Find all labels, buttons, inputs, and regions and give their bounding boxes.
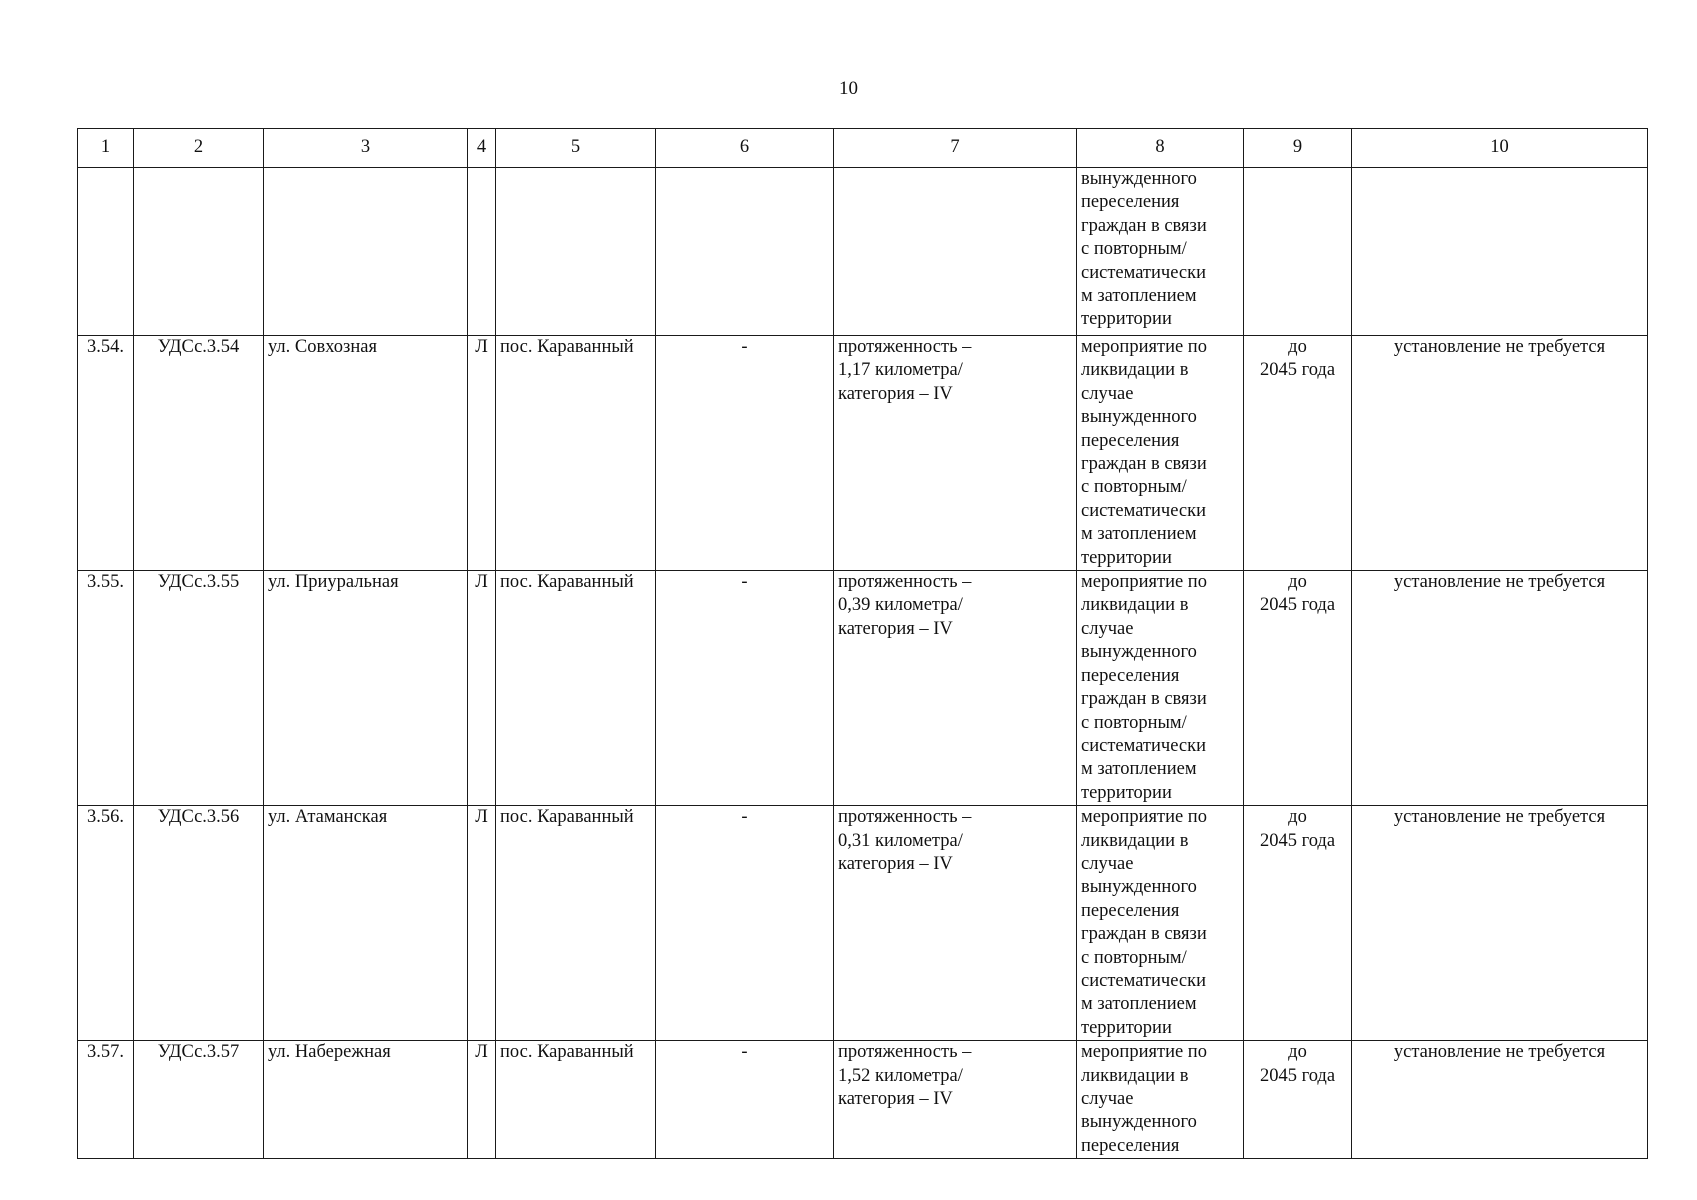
cell-empty [496,168,656,336]
cell-col6: - [656,806,834,1041]
cell-empty [134,168,264,336]
cell-characteristics: протяженность – 0,31 километра/ категория – IV [834,806,1077,1041]
cell-col6: - [656,336,834,571]
cell-location: пос. Караванный [496,1041,656,1159]
page-number: 10 [839,78,858,99]
cell-empty [1244,168,1352,336]
cell-col6: - [656,1041,834,1159]
header-col-9: 9 [1244,129,1352,168]
cell-location: пос. Караванный [496,806,656,1041]
cell-type: Л [468,1041,496,1159]
cell-empty [264,168,468,336]
cell-empty [468,168,496,336]
header-col-5: 5 [496,129,656,168]
cell-zone: установление не требуется [1352,571,1648,806]
header-col-7: 7 [834,129,1077,168]
table-row [78,336,1648,571]
header-col-8: 8 [1077,129,1244,168]
cell-purpose: мероприятие по ликвидации в случае вынужденного переселения [1077,1041,1244,1159]
cell-name: ул. Совхозная [264,336,468,571]
cell-number: 3.54. [78,336,134,571]
cell-zone: установление не требуется [1352,806,1648,1041]
header-col-6: 6 [656,129,834,168]
cell-number: 3.57. [78,1041,134,1159]
cell-number: 3.55. [78,571,134,806]
cell-zone: установление не требуется [1352,336,1648,571]
cell-characteristics: протяженность – 1,52 километра/ категория – IV [834,1041,1077,1159]
cell-type: Л [468,806,496,1041]
cell-purpose-continued: вынужденного переселения граждан в связи с повторным/ систематически м затоплением территории [1077,168,1244,336]
cell-deadline: до 2045 года [1244,336,1352,571]
cell-type: Л [468,336,496,571]
cell-deadline: до 2045 года [1244,806,1352,1041]
cell-name: ул. Атаманская [264,806,468,1041]
header-col-3: 3 [264,129,468,168]
cell-empty [834,168,1077,336]
header-col-1: 1 [78,129,134,168]
cell-characteristics: протяженность – 0,39 километра/ категория – IV [834,571,1077,806]
table-row [78,571,1648,806]
cell-code: УДСс.3.54 [134,336,264,571]
header-col-2: 2 [134,129,264,168]
cell-zone: установление не требуется [1352,1041,1648,1159]
table-header-row [78,129,1648,168]
cell-empty [656,168,834,336]
table-row-continuation [78,168,1648,336]
cell-col6: - [656,571,834,806]
cell-location: пос. Караванный [496,336,656,571]
cell-deadline: до 2045 года [1244,571,1352,806]
cell-code: УДСс.3.56 [134,806,264,1041]
cell-code: УДСс.3.55 [134,571,264,806]
table-row [78,1041,1648,1159]
cell-name: ул. Набережная [264,1041,468,1159]
cell-type: Л [468,571,496,806]
cell-number: 3.56. [78,806,134,1041]
cell-deadline: до 2045 года [1244,1041,1352,1159]
header-col-10: 10 [1352,129,1648,168]
cell-empty [78,168,134,336]
header-col-4: 4 [468,129,496,168]
cell-purpose: мероприятие по ликвидации в случае вынужденного переселения граждан в связи с повторным/ систематически м затоплением территории [1077,571,1244,806]
table-row [78,806,1648,1041]
cell-characteristics: протяженность – 1,17 километра/ категория – IV [834,336,1077,571]
cell-name: ул. Приуральная [264,571,468,806]
roads-table [77,128,1648,1159]
cell-location: пос. Караванный [496,571,656,806]
cell-purpose: мероприятие по ликвидации в случае вынужденного переселения граждан в связи с повторным/ систематически м затоплением территории [1077,806,1244,1041]
cell-code: УДСс.3.57 [134,1041,264,1159]
cell-empty [1352,168,1648,336]
cell-purpose: мероприятие по ликвидации в случае вынужденного переселения граждан в связи с повторным/ систематически м затоплением территории [1077,336,1244,571]
